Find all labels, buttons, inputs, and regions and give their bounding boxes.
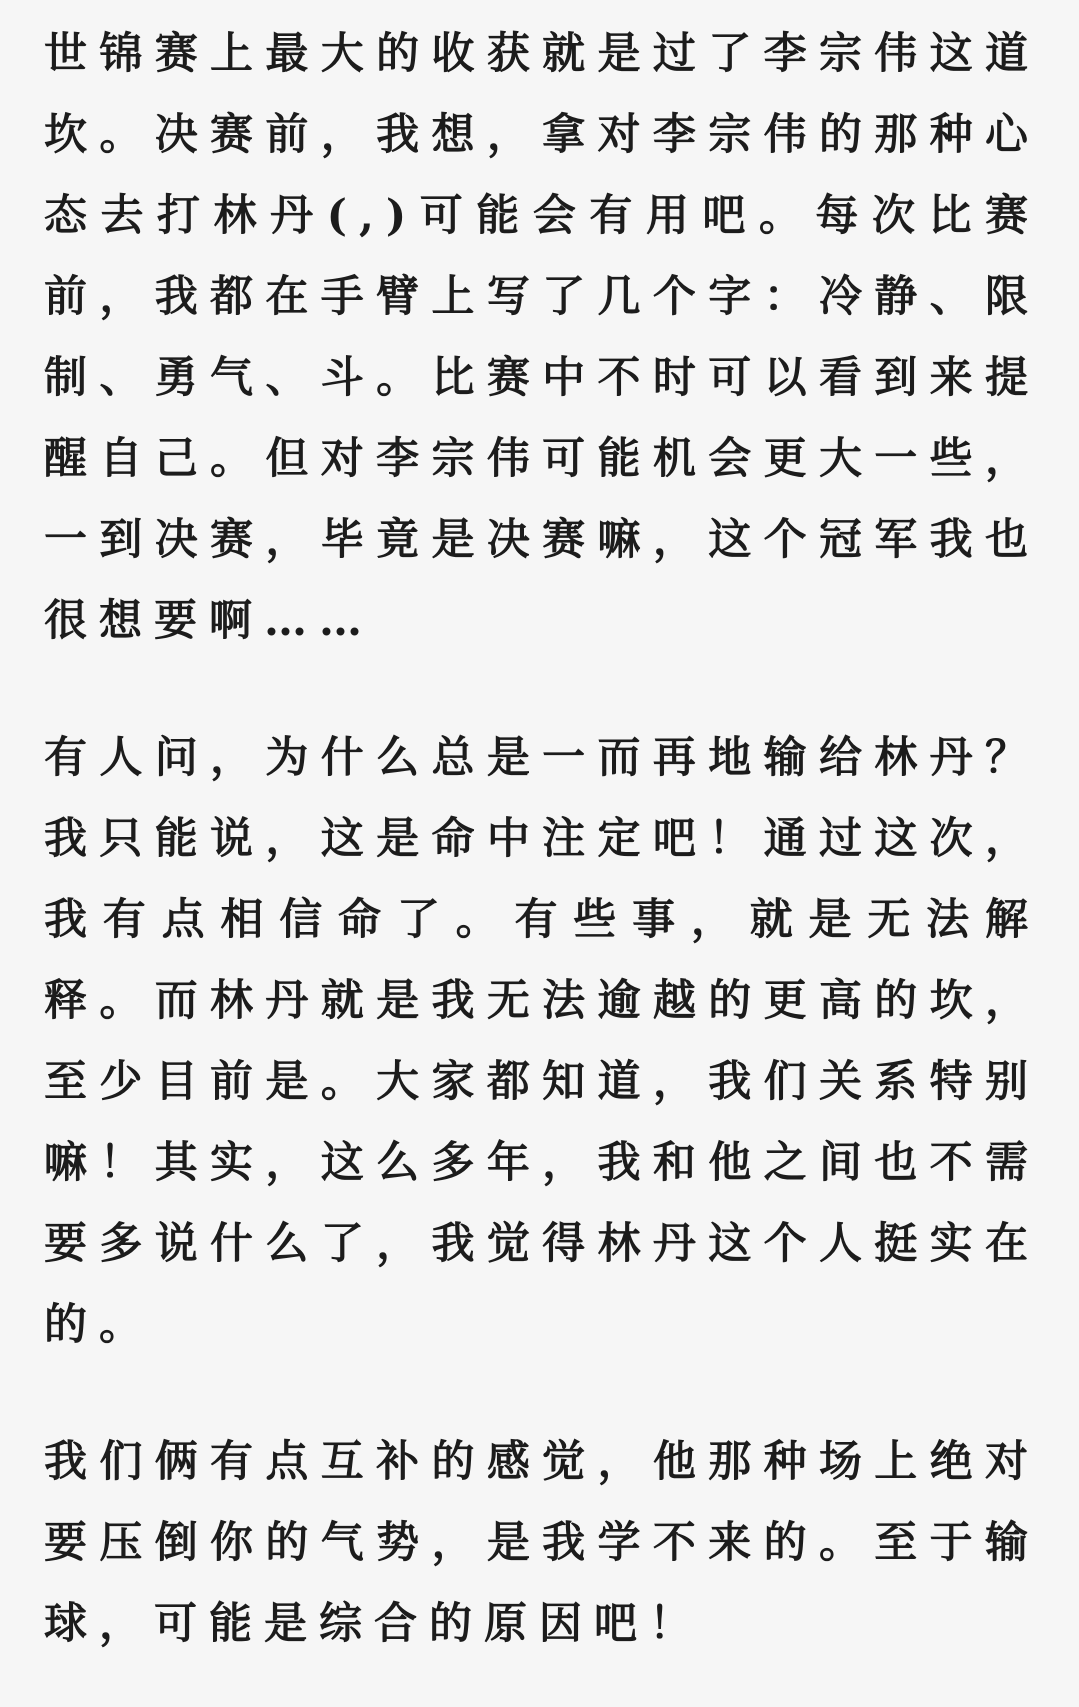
paragraph-2: 有人问，为什么总是一而再地输给林丹？我只能说，这是命中注定吧！通过这次，我有点相信命了。有些事，就是无法解释。而林丹就是我无法逾越的更高的坎，至少目前是。大家都知道，我们关系特别嘛！其实，这么多年，我和他之间也不需要多说什么了，我觉得林丹这个人挺实在的。 <box>44 733 1040 1350</box>
paragraph-1: 世锦赛上最大的收获就是过了李宗伟这道坎。决赛前，我想，拿对李宗伟的那种心态去打林丹(,)可能会有用吧。每次比赛前，我都在手臂上写了几个字：冷静、限制、勇气、斗。比赛中不时可以看到来提醒自己。但对李宗伟可能机会更大一些，一到决赛，毕竟是决赛嘛，这个冠军我也很想要啊…… <box>44 29 1040 646</box>
article-body <box>44 14 1040 1665</box>
paragraph-3: 我们俩有点互补的感觉，他那种场上绝对要压倒你的气势，是我学不来的。至于输球，可能是综合的原因吧！ <box>44 1437 1040 1649</box>
